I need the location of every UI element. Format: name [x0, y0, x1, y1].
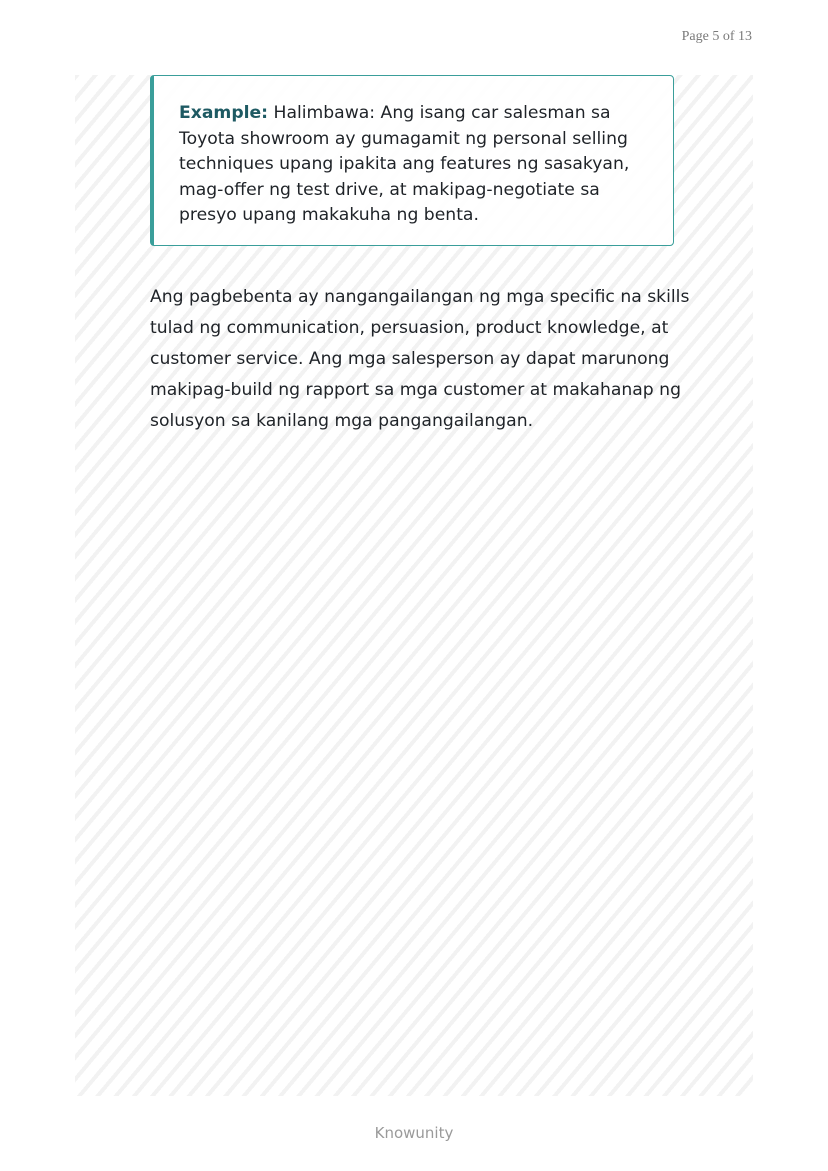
body-paragraph: Ang pagbebenta ay nangangailangan ng mga specific na skills tulad ng communication, persuasion, product knowledge, at customer service. Ang mga salesperson ay dapat marunong makipag-build ng rapport sa mga customer at makahanap ng solusyon sa kanilang mga pangangailangan. [150, 287, 690, 432]
example-label: Example: [179, 103, 269, 123]
page-number: Page 5 of 13 [681, 29, 752, 44]
footer-brand: Knowunity [374, 1124, 454, 1142]
example-callout-box [150, 75, 674, 246]
example-text: Halimbawa: Ang isang car salesman sa Toyota showroom ay gumagamit ng personal selling techniques upang ipakita ang features ng sasakyan, mag-offer ng test drive, at makipag-negotiate sa presyo upang makakuha ng benta. [179, 103, 630, 225]
